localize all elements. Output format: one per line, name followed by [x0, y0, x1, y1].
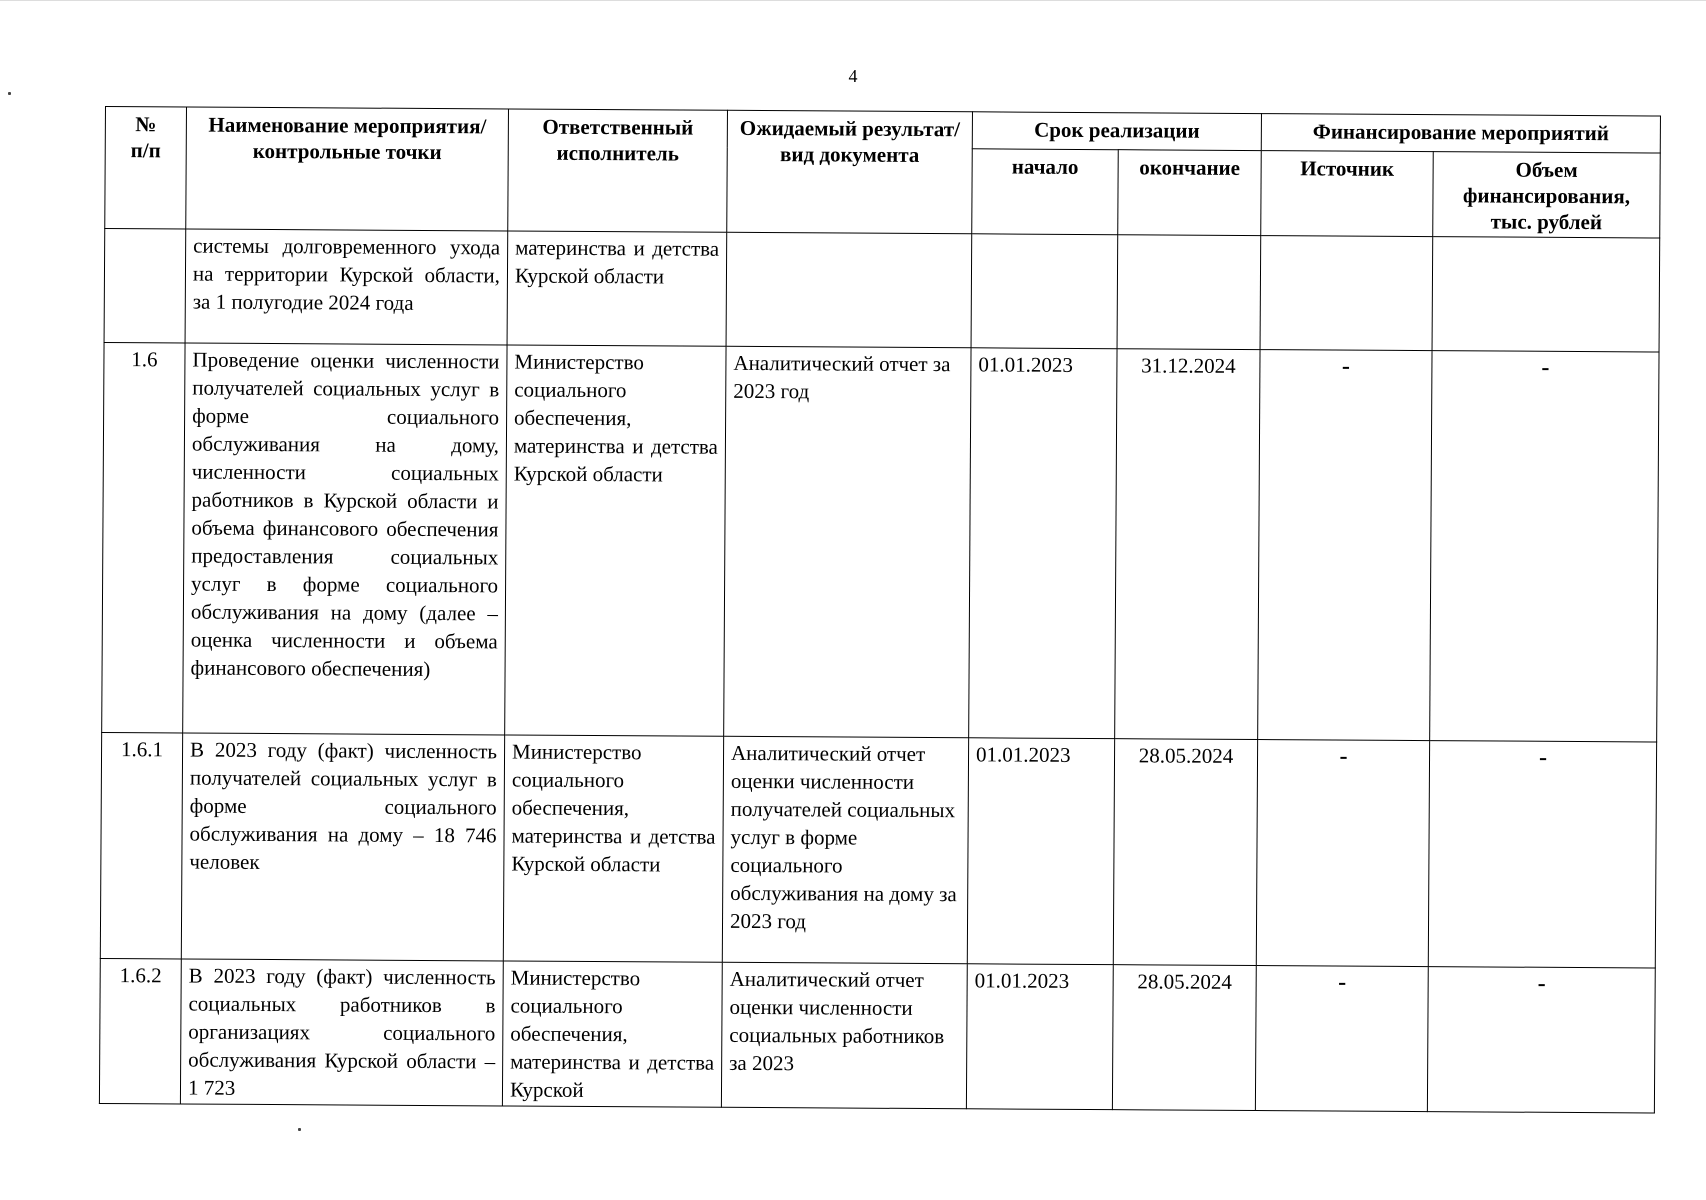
row-source: -: [1256, 740, 1429, 967]
col-header-responsible: Ответственный исполнитель: [508, 109, 728, 232]
row-num: 1.6.1: [100, 732, 182, 958]
row-result: Аналитический отчет за 2023 год: [724, 346, 971, 737]
row-num: [104, 229, 186, 343]
row-volume: -: [1427, 967, 1655, 1113]
row-start: 01.01.2023: [969, 348, 1117, 739]
row-result: Аналитический отчет оценки численности социальных работников за 2023: [721, 962, 967, 1108]
col-header-finance-volume: Объем финансирования, тыс. рублей: [1433, 152, 1661, 238]
row-start: 01.01.2023: [967, 738, 1114, 965]
row-name: системы долговременного ухода на территории Курской области, за 1 полугодие 2024 года: [185, 229, 508, 345]
row-responsible: материнства и детства Курской области: [507, 231, 727, 346]
row-name: Проведение оценки численности получателей социальных услуг в форме социального обслуживания на дому, численности социальных работников в Курской области и объема финансового обеспечения предоставления социальных услуг в форме социального обслуживания на дому (далее – оценка численности и объема финансового обеспечения): [183, 343, 507, 735]
row-source: [1260, 236, 1433, 351]
scan-speck: [298, 1128, 301, 1131]
row-name: В 2023 году (факт) численность социальных работников в организациях социального обслуживания Курской области – 1 723: [180, 959, 503, 1106]
col-header-term-start: начало: [972, 149, 1119, 235]
col-header-name: Наименование мероприятия/контрольные точки: [186, 107, 509, 231]
col-header-finance-group: Финансирование мероприятий: [1261, 114, 1660, 153]
row-responsible: Министерство социального обеспечения, материнства и детства Курской области: [503, 735, 723, 962]
header-row-top: [105, 107, 1660, 153]
row-responsible: Министерство социального обеспечения, материнства и детства Курской области: [505, 345, 726, 736]
col-header-finance-source: Источник: [1261, 151, 1434, 237]
row-result: [726, 232, 972, 347]
row-end: 28.05.2024: [1112, 965, 1256, 1111]
row-num: 1.6.2: [99, 958, 181, 1103]
scan-top-edge: [0, 0, 1706, 1]
measures-table: [99, 106, 1661, 1113]
col-header-result: Ожидаемый результат/вид документа: [727, 110, 973, 233]
row-start: [971, 234, 1118, 349]
table-row: [104, 229, 1660, 352]
table-row: [102, 342, 1659, 741]
row-responsible: Министерство социального обеспечения, материнства и детства Курской: [502, 961, 722, 1107]
row-volume: [1432, 237, 1660, 352]
row-source: -: [1258, 350, 1432, 741]
row-end: 31.12.2024: [1115, 349, 1260, 740]
row-end: [1117, 235, 1261, 350]
scan-speck: [8, 92, 11, 95]
row-num: 1.6: [102, 342, 185, 732]
col-header-term-group: Срок реализации: [972, 112, 1261, 151]
row-end: 28.05.2024: [1113, 739, 1257, 966]
row-volume: -: [1428, 741, 1656, 968]
col-header-term-end: окончание: [1118, 150, 1262, 236]
row-source: -: [1255, 966, 1428, 1112]
table-row: [99, 958, 1655, 1112]
row-result: Аналитический отчет оценки численности получателей социальных услуг в форме социального обслуживания на дому за 2023 год: [722, 736, 968, 963]
row-name: В 2023 году (факт) численность получателей социальных услуг в форме социального обслуживания на дому – 18 746 человек: [181, 733, 504, 961]
row-volume: -: [1430, 351, 1659, 742]
row-start: 01.01.2023: [966, 964, 1113, 1110]
col-header-num: № п/п: [105, 107, 187, 229]
table-row: [100, 732, 1656, 967]
page-number: 4: [848, 66, 858, 86]
